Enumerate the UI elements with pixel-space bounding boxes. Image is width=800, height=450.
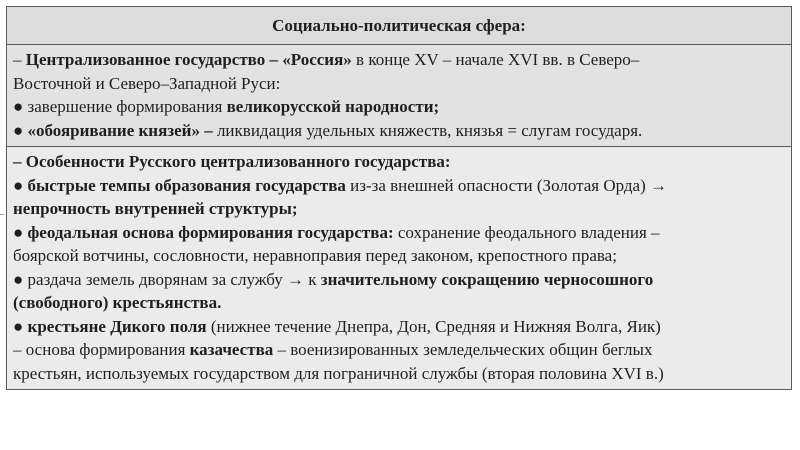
text-segment: – основа формирования (13, 340, 190, 359)
text-line (13, 72, 785, 96)
bold-segment: ● феодальная основа формирования государства: (13, 222, 394, 242)
text-line (13, 119, 785, 143)
text-segment: (нижнее течение Днепра, Дон, Средняя и Нижняя Волга, Яик) (206, 316, 661, 336)
section-centralized-state (7, 45, 791, 147)
text-segment: – военизированных земледельческих общин беглых (273, 340, 653, 359)
bold-segment: непрочность внутренней структуры; (13, 199, 298, 218)
bold-segment: значительному сокращению черносошного (320, 269, 654, 289)
text-line (13, 221, 785, 245)
section-state-features (7, 147, 791, 389)
table-header-title: Социально-политическая сфера: (272, 16, 526, 35)
bold-segment: казачества (189, 340, 274, 359)
text-line (13, 362, 785, 386)
bold-segment: великорусской народности; (226, 97, 440, 116)
bold-segment: ● быстрые темпы образования государства (13, 175, 346, 195)
text-line (13, 338, 785, 362)
content-table (6, 6, 792, 390)
text-segment: ● завершение формирования (13, 97, 227, 116)
text-line (13, 268, 785, 292)
table-header (7, 7, 791, 45)
text-segment: крестьян, используемых государством для пограничной службы (вторая половина XVI в.) (13, 363, 664, 383)
text-segment: – (13, 50, 26, 69)
bold-segment: ● «обояривание князей» – (13, 120, 213, 140)
bold-segment: ● крестьяне Дикого поля (13, 316, 207, 336)
text-line (13, 48, 785, 72)
text-line (13, 150, 785, 174)
text-segment: в конце XV – начале XVI вв. в Северо– (351, 50, 640, 69)
text-segment: боярской вотчины, сословности, неравноправия перед законом, крепостного права; (13, 246, 617, 265)
text-line (13, 291, 785, 315)
text-segment: Восточной и Северо–Западной Руси: (13, 73, 281, 93)
text-segment: из-за внешней опасности (Золотая Орда) → (345, 175, 668, 195)
text-segment: сохранение феодального владения – (393, 222, 660, 242)
text-segment: ликвидация удельных княжеств, князья = слугам государя. (212, 120, 643, 140)
text-line (13, 197, 785, 221)
bold-segment: (свободного) крестьянства. (13, 293, 222, 312)
text-line (13, 315, 785, 339)
text-segment: ● раздача земель дворянам за службу → к (13, 269, 321, 289)
bold-segment: Централизованное государство – «Россия» (25, 50, 352, 69)
text-line (13, 244, 785, 268)
text-line (13, 95, 785, 119)
slide-edge-mark (0, 214, 4, 215)
text-line (13, 174, 785, 198)
bold-segment: – Особенности Русского централизованного государства: (13, 152, 451, 171)
